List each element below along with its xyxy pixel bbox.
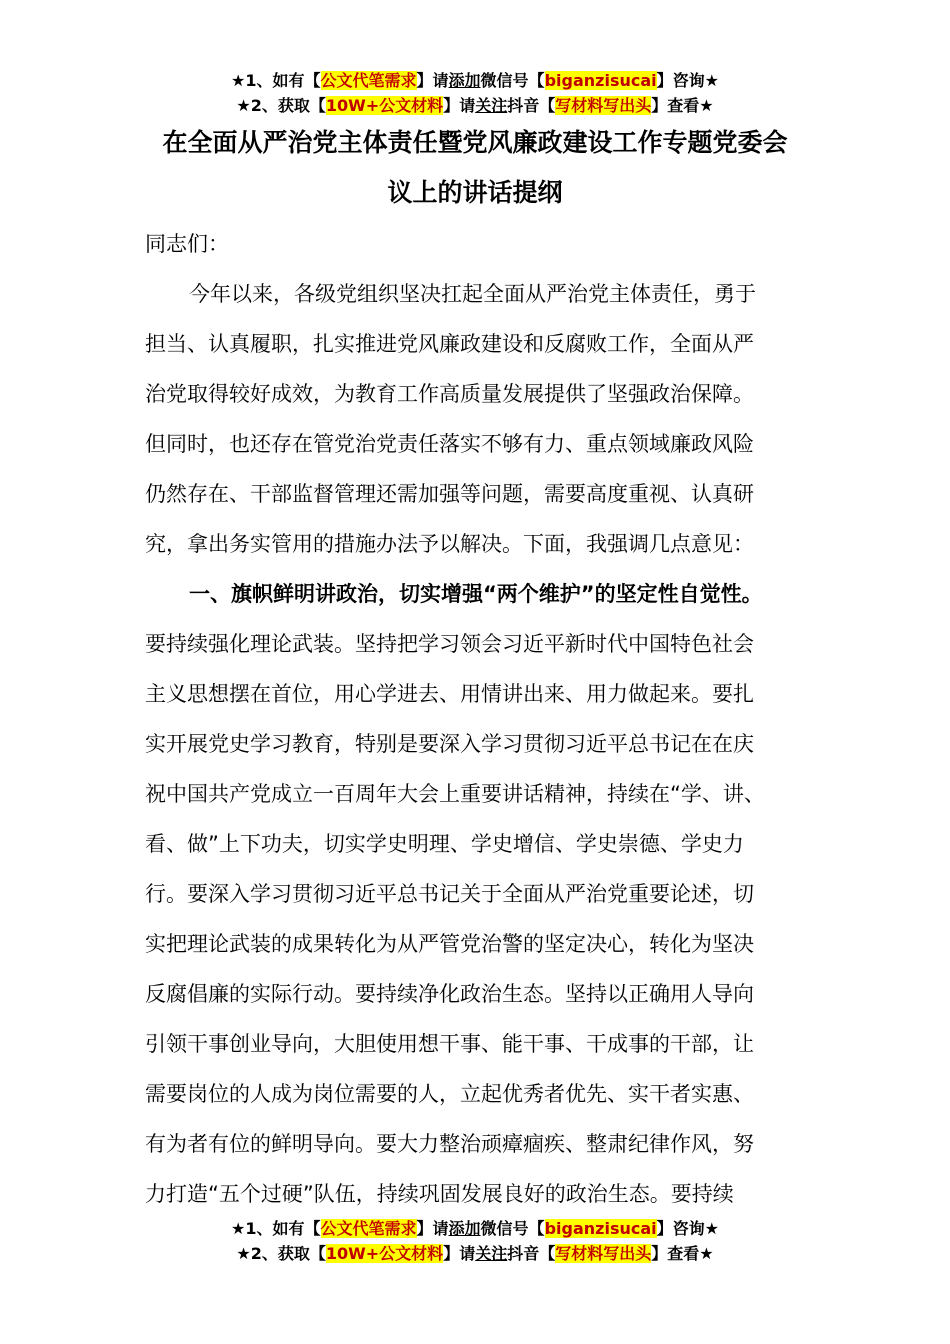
banner-text: 】请 (443, 96, 476, 115)
banner-highlight: biganzisucai (544, 1219, 657, 1238)
banner-highlight: 10W+公文材料 (325, 1244, 444, 1263)
body-line: 究，拿出务实管用的措施办法予以解决。下面，我强调几点意见： (145, 532, 754, 556)
document-body (145, 228, 809, 1228)
body-line: 实开展党史学习教育，特别是要深入学习贯彻习近平总书记在在庆 (145, 732, 754, 756)
body-line: 要持续强化理论武装。坚持把学习领会习近平新时代中国特色社会 (145, 632, 754, 656)
banner-highlight: 10W+公文材料 (325, 96, 444, 115)
banner-text: ★1、如有【 (231, 71, 321, 90)
banner-text: 】咨询★ (656, 71, 719, 90)
bottom-banner (0, 1216, 950, 1266)
body-line: 主义思想摆在首位，用心学进去、用情讲出来、用力做起来。要扎 (145, 682, 754, 706)
banner-text: 】请 (416, 71, 449, 90)
body-line: 需要岗位的人成为岗位需要的人，立起优秀者优先、实干者实惠、 (145, 1082, 754, 1106)
body-line: 引领干事创业导向，大胆使用想干事、能干事、干成事的干部，让 (145, 1032, 754, 1056)
banner-highlight: 公文代笔需求 (320, 1219, 417, 1238)
banner-line-1 (0, 68, 950, 93)
body-line: 担当、认真履职，扎实推进党风廉政建设和反腐败工作，全面从严 (145, 332, 754, 356)
banner-highlight: 写材料写出头 (555, 96, 652, 115)
body-line: 但同时，也还存在管党治党责任落实不够有力、重点领域廉政风险 (145, 432, 754, 456)
banner-text: 抖音【 (507, 96, 556, 115)
body-line: 力打造“五个过硬”队伍，持续巩固发展良好的政治生态。要持续 (145, 1182, 734, 1206)
document-title-line-2: 议上的讲话提纲 (387, 178, 563, 207)
salutation: 同志们： (145, 232, 229, 256)
banner-underline: 添加 (448, 71, 481, 90)
body-line: 今年以来，各级党组织坚决扛起全面从严治党主体责任，勇于 (189, 282, 756, 306)
banner-text: ★2、获取【 (236, 96, 326, 115)
banner-text: 】请 (443, 1244, 476, 1263)
document-title-line-1: 在全面从严治党主体责任暨党风廉政建设工作专题党委会 (162, 128, 788, 157)
body-line: 治党取得较好成效，为教育工作高质量发展提供了坚强政治保障。 (145, 382, 754, 406)
banner-line-1 (0, 1216, 950, 1241)
banner-text: ★1、如有【 (231, 1219, 321, 1238)
banner-text: ★2、获取【 (236, 1244, 326, 1263)
banner-line-2 (0, 93, 950, 118)
banner-underline: 关注 (475, 96, 508, 115)
body-line: 看、做”上下功夫，切实学史明理、学史增信、学史崇德、学史力 (145, 832, 744, 856)
banner-text: 微信号【 (480, 1219, 545, 1238)
banner-line-2 (0, 1241, 950, 1266)
banner-highlight: 公文代笔需求 (320, 71, 417, 90)
banner-highlight: biganzisucai (544, 71, 657, 90)
banner-highlight: 写材料写出头 (555, 1244, 652, 1263)
banner-text: 微信号【 (480, 71, 545, 90)
body-line: 行。要深入学习贯彻习近平总书记关于全面从严治党重要论述，切 (145, 882, 754, 906)
banner-underline: 关注 (475, 1244, 508, 1263)
top-banner (0, 68, 950, 118)
body-line: 反腐倡廉的实际行动。要持续净化政治生态。坚持以正确用人导向 (145, 982, 754, 1006)
banner-text: 】查看★ (651, 96, 714, 115)
banner-text: 】查看★ (651, 1244, 714, 1263)
body-line: 实把理论武装的成果转化为从严管党治警的坚定决心，转化为坚决 (145, 932, 754, 956)
banner-underline: 添加 (448, 1219, 481, 1238)
body-line: 有为者有位的鲜明导向。要大力整治顽瘴痼疾、整肃纪律作风，努 (145, 1132, 754, 1156)
banner-text: 】咨询★ (656, 1219, 719, 1238)
body-line: 祝中国共产党成立一百周年大会上重要讲话精神，持续在“学、讲、 (145, 782, 765, 806)
body-line: 仍然存在、干部监督管理还需加强等问题，需要高度重视、认真研 (145, 482, 754, 506)
section-heading: 一、旗帜鲜明讲政治，切实增强“两个维护”的坚定性自觉性。 (189, 582, 763, 606)
banner-text: 】请 (416, 1219, 449, 1238)
banner-text: 抖音【 (507, 1244, 556, 1263)
